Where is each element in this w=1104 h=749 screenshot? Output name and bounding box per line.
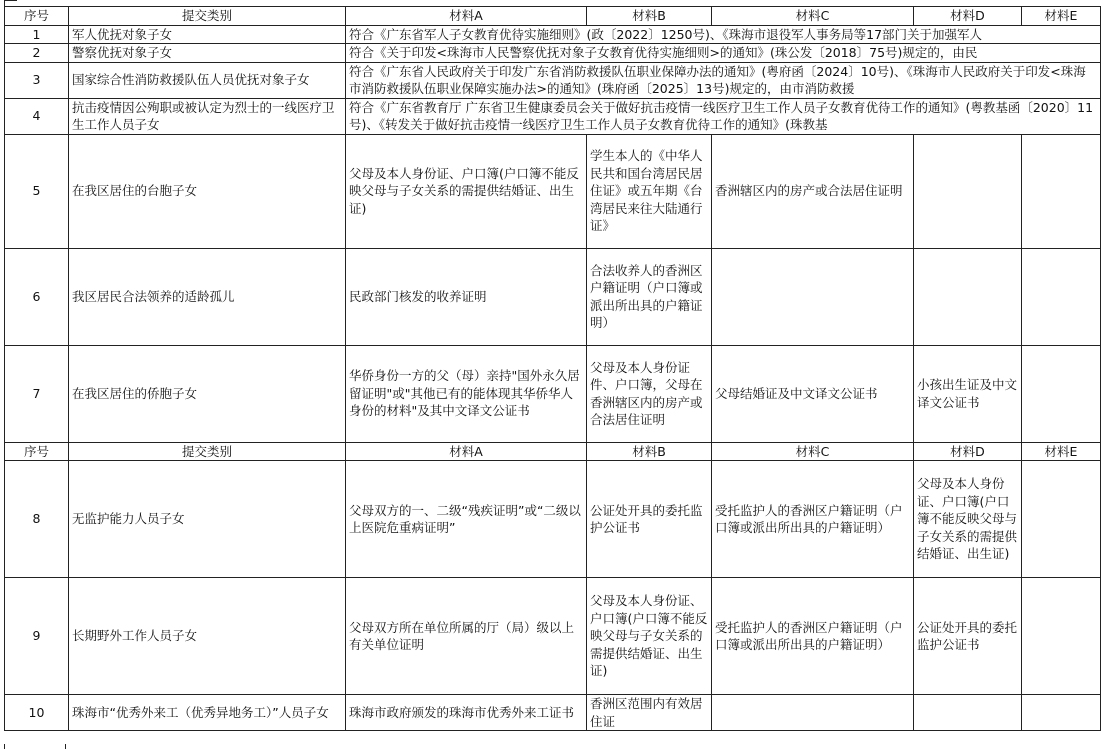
header-material-c: 材料C <box>712 7 914 26</box>
header-material-c: 材料C <box>712 442 914 461</box>
row-category: 警察优抚对象子女 <box>69 44 346 63</box>
row-material-b: 公证处开具的委托监护公证书 <box>587 461 712 578</box>
row-category: 军人优抚对象子女 <box>69 25 346 44</box>
row-material-b: 香洲区范围内有效居住证 <box>587 695 712 731</box>
row-material-c: 父母结婚证及中文译文公证书 <box>712 345 914 442</box>
table-row <box>5 25 1101 44</box>
row-material-e <box>1022 578 1101 695</box>
row-material-a: 华侨身份一方的父（母）亲持"国外永久居留证明"或"其他已有的能体现其华侨华人身份的材料"及其中文译文公证书 <box>346 345 587 442</box>
table-row <box>5 345 1101 442</box>
row-seq: 2 <box>5 44 69 63</box>
row-category: 在我区居住的台胞子女 <box>69 134 346 248</box>
row-material-d <box>914 695 1022 731</box>
row-category: 抗击疫情因公殉职或被认定为烈士的一线医疗卫生工作人员子女 <box>69 98 346 134</box>
row-material-d: 小孩出生证及中文译文公证书 <box>914 345 1022 442</box>
header-row <box>5 7 1101 26</box>
header-material-d: 材料D <box>914 7 1022 26</box>
table-row <box>5 461 1101 578</box>
materials-table <box>4 6 1101 731</box>
header-material-a: 材料A <box>346 442 587 461</box>
table-row <box>5 578 1101 695</box>
sheet-bottom-mark <box>4 744 66 749</box>
row-material-c: 香洲辖区内的房产或合法居住证明 <box>712 134 914 248</box>
row-merged-text: 符合《广东省军人子女教育优待实施细则》(政〔2022〕1250号)、《珠海市退役军人事务局等17部门关于加强军人 <box>346 25 1101 44</box>
header-material-d: 材料D <box>914 442 1022 461</box>
row-material-c <box>712 248 914 345</box>
table-row <box>5 44 1101 63</box>
row-material-c: 受托监护人的香洲区户籍证明（户口簿或派出所出具的户籍证明） <box>712 578 914 695</box>
table-row <box>5 62 1101 98</box>
row-material-b: 父母及本人身份证件、户口簿，父母在香洲辖区内的房产或合法居住证明 <box>587 345 712 442</box>
row-seq: 9 <box>5 578 69 695</box>
row-material-b: 父母及本人身份证、户口簿(户口簿不能反映父母与子女关系的需提供结婚证、出生证) <box>587 578 712 695</box>
row-merged-text: 符合《广东省教育厅 广东省卫生健康委员会关于做好抗击疫情一线医疗卫生工作人员子女教育优待工作的通知》(粤教基函〔2020〕11号)、《转发关于做好抗击疫情一线医疗卫生工作人员子女教育优待工作的通知》(珠教基 <box>346 98 1101 134</box>
row-merged-text: 符合《关于印发<珠海市人民警察优抚对象子女教育优待实施细则>的通知》(珠公发〔2018〕75号)规定的，由民 <box>346 44 1101 63</box>
row-material-d <box>914 248 1022 345</box>
row-category: 长期野外工作人员子女 <box>69 578 346 695</box>
header-category: 提交类别 <box>69 442 346 461</box>
header-material-b: 材料B <box>587 7 712 26</box>
row-seq: 5 <box>5 134 69 248</box>
header-category: 提交类别 <box>69 7 346 26</box>
header-material-e: 材料E <box>1022 442 1101 461</box>
header-material-b: 材料B <box>587 442 712 461</box>
row-merged-text: 符合《广东省人民政府关于印发广东省消防救援队伍职业保障办法的通知》(粤府函〔2024〕10号)、《珠海市人民政府关于印发<珠海市消防救援队伍职业保障实施办法>的通知》(珠府函〔2025〕13号)规定的，由市消防救援 <box>346 62 1101 98</box>
header-material-a: 材料A <box>346 7 587 26</box>
table-row <box>5 695 1101 731</box>
row-material-d <box>914 134 1022 248</box>
row-seq: 3 <box>5 62 69 98</box>
row-material-c: 受托监护人的香洲区户籍证明（户口簿或派出所出具的户籍证明） <box>712 461 914 578</box>
row-material-a: 父母双方的一、二级“残疾证明”或“二级以上医院危重病证明” <box>346 461 587 578</box>
row-material-a: 父母双方所在单位所属的厅（局）级以上有关单位证明 <box>346 578 587 695</box>
row-category: 珠海市“优秀外来工（优秀异地务工）”人员子女 <box>69 695 346 731</box>
header-material-e: 材料E <box>1022 7 1101 26</box>
row-material-c <box>712 695 914 731</box>
row-category: 我区居民合法领养的适龄孤儿 <box>69 248 346 345</box>
row-material-b: 学生本人的《中华人民共和国台湾居民居住证》或五年期《台湾居民来往大陆通行证》 <box>587 134 712 248</box>
row-material-d: 公证处开具的委托监护公证书 <box>914 578 1022 695</box>
row-seq: 7 <box>5 345 69 442</box>
table-row <box>5 134 1101 248</box>
header-row-repeat <box>5 442 1101 461</box>
row-seq: 4 <box>5 98 69 134</box>
table-row <box>5 248 1101 345</box>
header-seq: 序号 <box>5 7 69 26</box>
row-material-a: 珠海市政府颁发的珠海市优秀外来工证书 <box>346 695 587 731</box>
row-material-a: 民政部门核发的收养证明 <box>346 248 587 345</box>
row-category: 在我区居住的侨胞子女 <box>69 345 346 442</box>
row-seq: 6 <box>5 248 69 345</box>
row-material-e <box>1022 134 1101 248</box>
row-material-e <box>1022 345 1101 442</box>
table-row <box>5 98 1101 134</box>
row-seq: 10 <box>5 695 69 731</box>
row-material-a: 父母及本人身份证、户口簿(户口簿不能反映父母与子女关系的需提供结婚证、出生证) <box>346 134 587 248</box>
row-material-e <box>1022 695 1101 731</box>
row-material-b: 合法收养人的香洲区户籍证明（户口簿或派出所出具的户籍证明） <box>587 248 712 345</box>
header-seq: 序号 <box>5 442 69 461</box>
row-material-e <box>1022 248 1101 345</box>
row-material-e <box>1022 461 1101 578</box>
row-seq: 8 <box>5 461 69 578</box>
row-category: 国家综合性消防救援队伍人员优抚对象子女 <box>69 62 346 98</box>
row-category: 无监护能力人员子女 <box>69 461 346 578</box>
row-seq: 1 <box>5 25 69 44</box>
row-material-d: 父母及本人身份证、户口簿(户口簿不能反映父母与子女关系的需提供结婚证、出生证) <box>914 461 1022 578</box>
